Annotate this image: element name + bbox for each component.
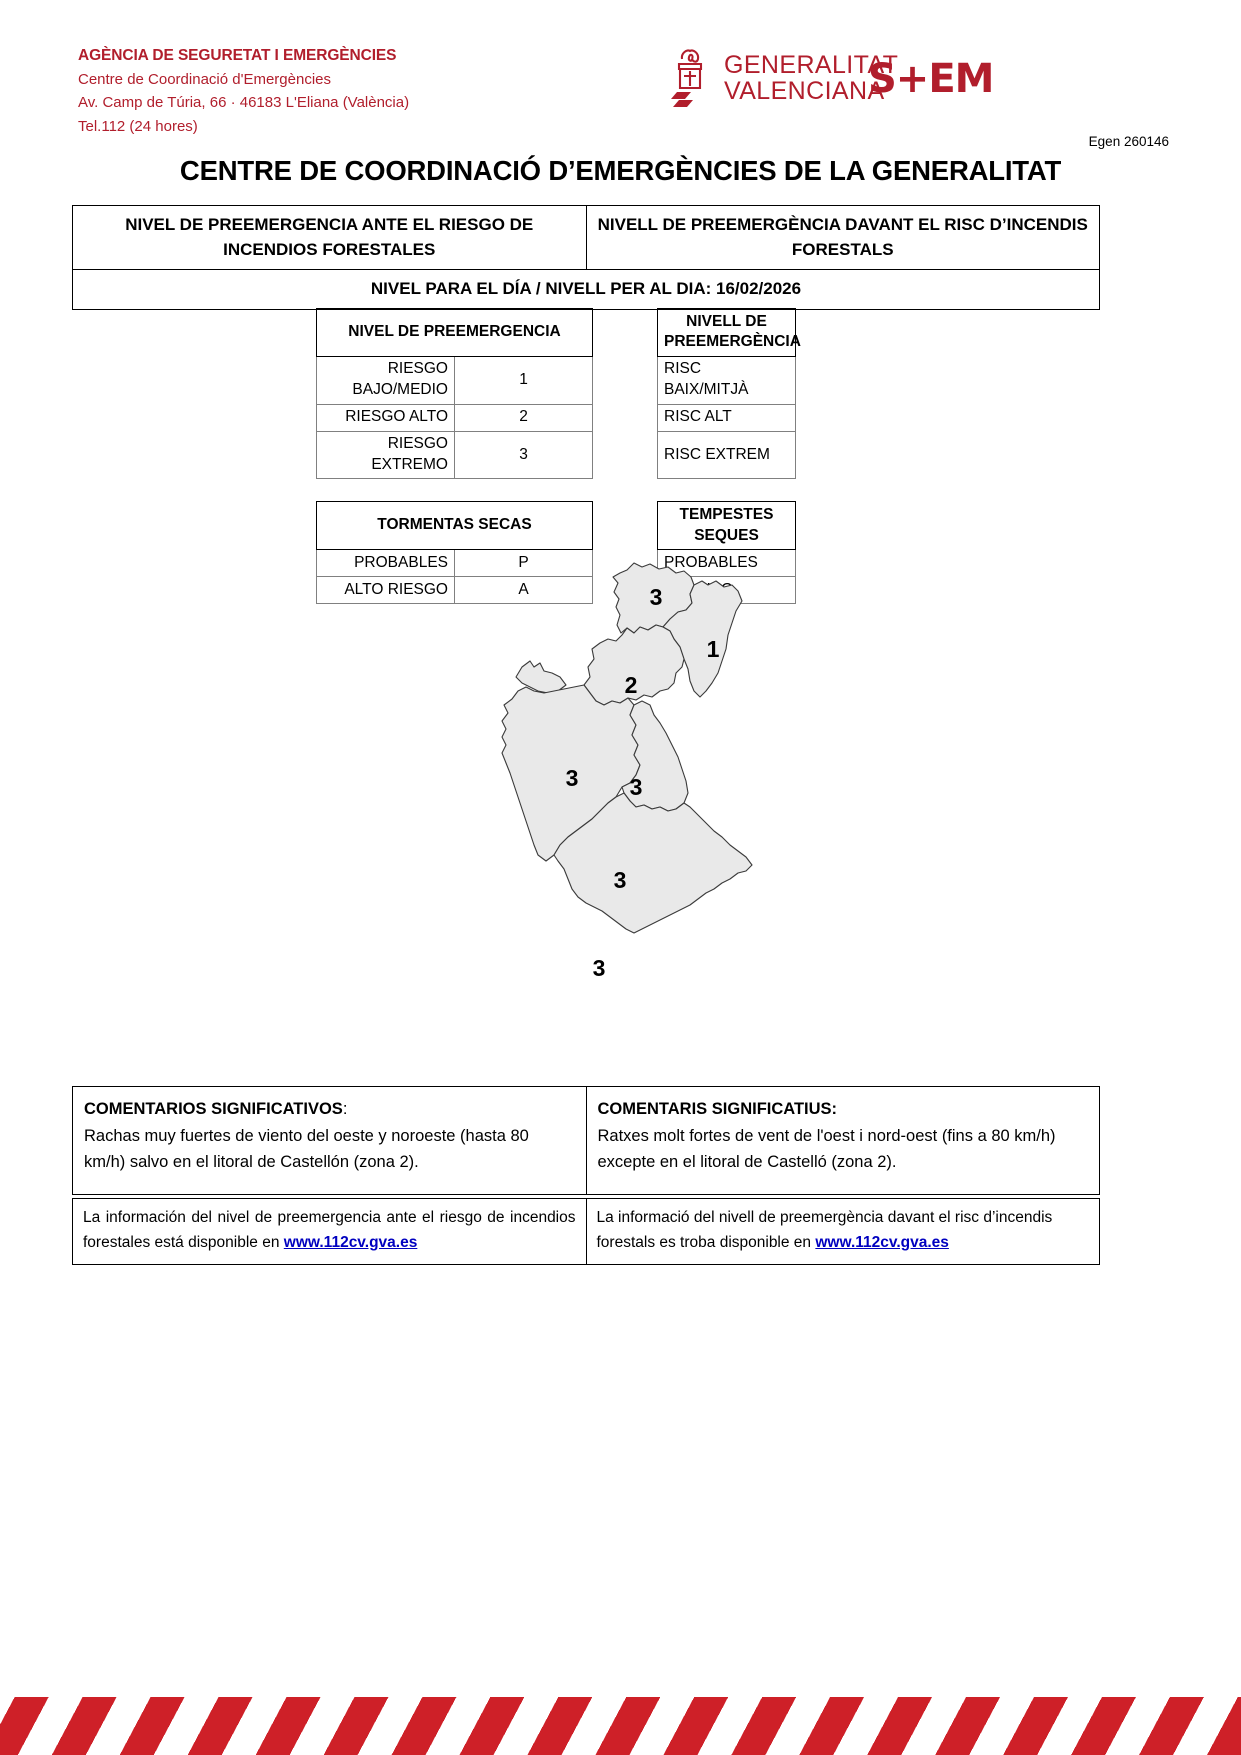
zone-number-alicante-norte: 3 [613,867,627,893]
storm-code-0: P [455,550,593,577]
generalitat-valenciana-logo [668,47,898,109]
agency-center: Centre de Coordinació d'Emergències [78,71,332,89]
info-link-spanish[interactable]: www.112cv.gva.es [283,1233,418,1251]
agency-address: Av. Camp de Túria, 66 · 46183 L'Eliana (València) [78,94,410,112]
storm-label-es-1: ALTO RIESGO [317,577,455,604]
table-row [73,270,1100,310]
legend-spacer [593,431,658,479]
table-row [317,309,796,357]
table-row [317,356,796,404]
zone-number-castellon-interior: 3 [649,584,663,610]
hazard-stripe-pattern [0,1697,1241,1755]
heading-valencian: NIVELL DE PREEMERGÈNCIA DAVANT EL RISC D’INCENDIS FORESTALS [586,206,1100,270]
table-row [73,206,1100,270]
generalitat-shield-icon [668,47,712,109]
zone-number-valencia-litoral: 3 [629,774,643,800]
levels-header-valencian: NIVELL DE PREEMERGÈNCIA [658,309,796,357]
hazard-stripe-footer [0,1697,1241,1755]
date-row: NIVEL PARA EL DÍA / NIVELL PER AL DIA: 16/02/2026 [73,270,1100,310]
comments-heading-spanish: COMENTARIOS SIGNIFICATIVOS [84,1100,343,1118]
info-spanish-cell [73,1199,587,1265]
storms-header-valencian: TEMPESTES SEQUES [658,502,796,550]
comments-valencian-cell [586,1087,1100,1195]
risk-level-map [380,515,880,981]
level-label-es-1: RIESGO ALTO [317,404,455,431]
table-row [73,1199,1100,1265]
generalitat-line2: VALENCIANA [724,77,885,105]
zone-number-valencia-norte: 2 [624,672,638,698]
zone-number-valencia-interior: 3 [565,765,579,791]
level-label-es-0: RIESGO BAJO/MEDIO [317,356,455,404]
level-label-va-1: RISC ALT [658,404,796,431]
info-valencian-cell [586,1199,1100,1265]
info-text-valencian: La informació del nivell de preemergència davant el risc d’incendis forestals es troba disponible en [596,1209,1053,1251]
legend-levels-table [316,308,801,479]
table-row [317,404,796,431]
storm-label-va-0: PROBABLES [658,550,796,577]
page-title: CENTRE DE COORDINACIÓ D’EMERGÈNCIES DE LA GENERALITAT [179,155,1062,186]
agency-phone: Tel.112 (24 hores) [78,117,198,135]
organization-block [78,44,409,138]
level-code-2: 3 [455,431,593,479]
level-code-1: 2 [455,404,593,431]
comments-body-spanish: Rachas muy fuertes de viento del oeste y noroeste (hasta 80 km/h) salvo en el litoral de Castellón (zona 2). [84,1126,529,1172]
table-row [73,1087,1100,1195]
comments-body-valencian: Ratxes molt fortes de vent de l'oest i nord-oest (fins a 80 km/h) excepte en el litoral de Castelló (zona 2). [597,1126,1056,1172]
legend-spacer [593,356,658,404]
information-footer-table [72,1198,1100,1265]
agency-name: AGÈNCIA DE SEGURETAT I EMERGÈNCIES [78,47,397,64]
storm-label-es-0: PROBABLES [317,550,455,577]
storm-code-1: A [455,577,593,604]
info-link-valencian[interactable]: www.112cv.gva.es [815,1233,949,1251]
zone-number-alicante-sur: 3 [592,955,606,981]
preemergency-header-table [72,205,1100,310]
level-label-va-2: RISC EXTREM [658,431,796,479]
heading-spanish: NIVEL DE PREEMERGENCIA ANTE EL RIESGO DE INCENDIOS FORESTALES [73,206,587,270]
page-header [0,0,1241,135]
legend-spacer [593,404,658,431]
level-label-va-0: RISC BAIX/MITJÀ [658,356,796,404]
document-reference: Egen 260146 [1088,134,1169,149]
generalitat-line1: GENERALITAT [724,50,899,79]
legend-spacer [593,309,658,357]
zone-number-castellon-litoral: 1 [706,636,720,662]
comunitat-valenciana-map [380,515,880,981]
comments-spanish-cell [73,1087,587,1195]
comments-heading-valencian: COMENTARIS SIGNIFICATIUS: [597,1100,838,1118]
level-code-0: 1 [455,356,593,404]
levels-header-spanish: NIVEL DE PREEMERGENCIA [317,309,593,357]
significant-comments-table [72,1086,1100,1195]
sem-logo: S+EM [868,56,994,102]
table-row [317,431,796,479]
storms-header-spanish: TORMENTAS SECAS [317,502,593,550]
comments-colon: : [342,1100,348,1118]
info-text-spanish: La información del nivel de preemergencia ante el riesgo de incendios forestales está disponible en [83,1209,576,1251]
level-label-es-2: RIESGO EXTREMO [317,431,455,479]
